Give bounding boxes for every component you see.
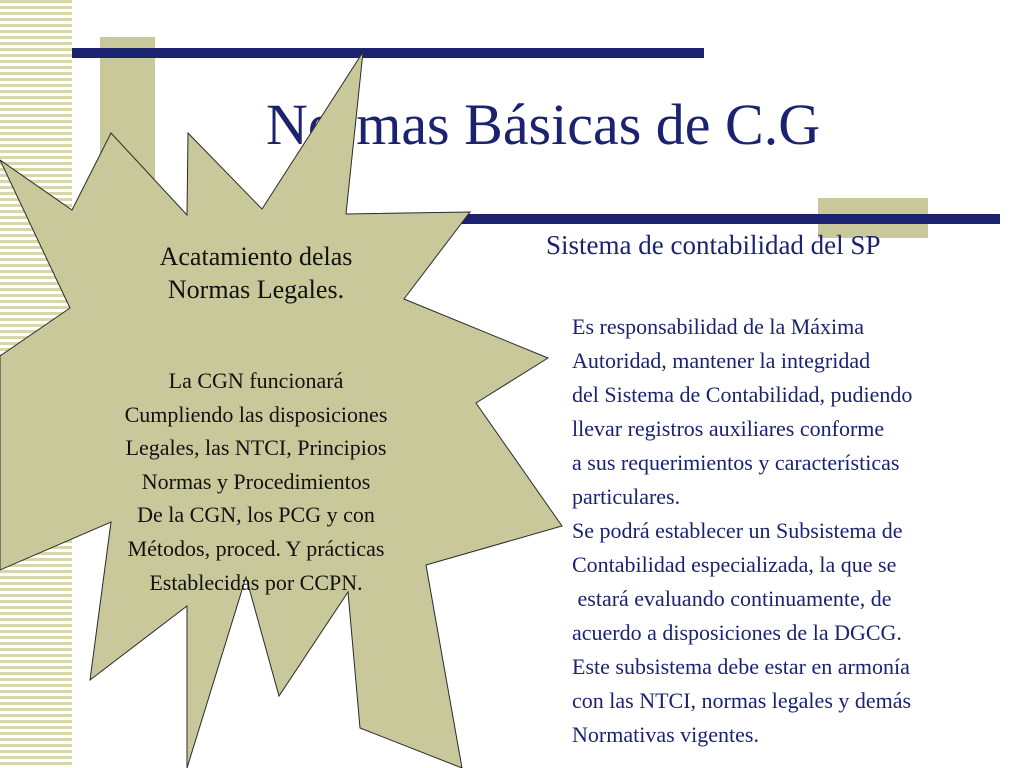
star-heading-line: Normas Legales. [167, 275, 345, 304]
right-heading: Sistema de contabilidad del SP [546, 230, 881, 260]
page-title: Normas Básicas de C.G [266, 92, 821, 157]
right-body-line: Se podrá establecer un Subsistema de [572, 518, 903, 543]
star-body-line: De la CGN, los PCG y con [137, 502, 375, 528]
right-body-line: Es responsabilidad de la Máxima [572, 314, 865, 339]
right-body [572, 310, 1018, 752]
right-body-line: del Sistema de Contabilidad, pudiendo [572, 382, 913, 407]
right-body-line: Este subsistema debe estar en armonía [572, 654, 910, 679]
star-heading-line: Acatamiento delas [159, 242, 353, 271]
right-body-line: acuerdo a disposiciones de la DGCG. [572, 620, 902, 645]
star-body-line: Establecidas por CCPN. [149, 569, 363, 595]
star-body-line: Métodos, proced. Y prácticas [127, 535, 385, 561]
star-body-line: La CGN funcionará [168, 368, 344, 393]
star-body-line: Legales, las NTCI, Principios [125, 435, 387, 461]
star-body [76, 364, 436, 599]
star-body-line: Cumpliendo las disposiciones [124, 401, 388, 427]
right-body-line: con las NTCI, normas legales y demás [572, 688, 912, 713]
right-body-line: estará evaluando continuamente, de [572, 586, 892, 611]
right-body-line: Normativas vigentes. [572, 722, 759, 747]
star-body-line: Normas y Procedimientos [141, 468, 371, 494]
right-body-line: particulares. [572, 484, 681, 509]
star-heading [96, 240, 416, 306]
right-body-line: Contabilidad especializada, la que se [572, 552, 897, 577]
right-body-line: Autoridad, mantener la integridad [572, 348, 871, 373]
right-body-line: a sus requerimientos y características [572, 450, 900, 475]
right-body-line: llevar registros auxiliares conforme [572, 416, 885, 441]
